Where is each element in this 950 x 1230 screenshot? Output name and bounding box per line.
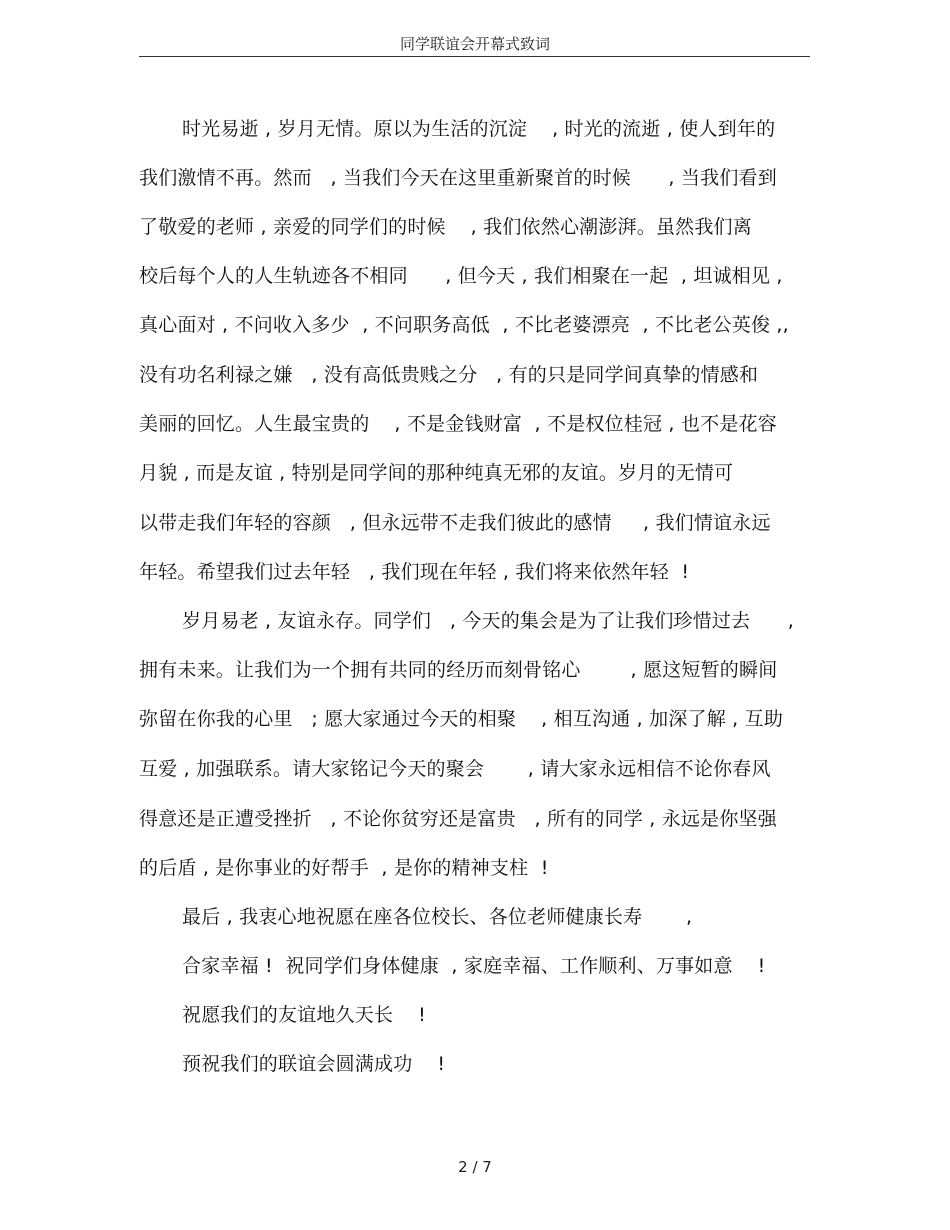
text-line-3: 了敬爱的老师 , 亲爱的同学们的时候 , 我们依然心潮澎湃。虽然我们离 bbox=[139, 216, 752, 238]
text-line-15: 得意还是正遭受挫折 , 不论你贫穷还是富贵 , 所有的同学 , 永远是你坚强 bbox=[139, 808, 777, 830]
text-line-17: 最后 , 我衷心地祝愿在座各位校长、各位老师健康长寿 , bbox=[182, 906, 693, 928]
text-line-13: 弥留在你我的心里 ; 愿大家通过今天的相聚 , 相互沟通 , 加深了解 , 互助 bbox=[139, 708, 784, 730]
text-line-7: 美丽的回忆。人生最宝贵的 , 不是金钱财富 , 不是权位桂冠 , 也不是花容 bbox=[139, 413, 777, 435]
text-line-20: 预祝我们的联谊会圆满成功 ! bbox=[182, 1053, 446, 1075]
text-line-8: 月貌 , 而是友谊 , 特别是同学间的那种纯真无邪的友谊。岁月的无情可 bbox=[139, 462, 734, 484]
text-line-18: 合家幸福 ! 祝同学们身体健康 , 家庭幸福、工作顺利、万事如意 ! bbox=[182, 955, 766, 977]
text-line-19: 祝愿我们的友谊地久天长 ! bbox=[182, 1004, 426, 1026]
text-line-6: 没有功名利禄之嫌 , 没有高低贵贱之分 , 有的只是同学间真挚的情感和 bbox=[139, 364, 759, 386]
text-line-2: 我们激情不再。然而 , 当我们今天在这里重新聚首的时候 , 当我们看到 bbox=[139, 167, 777, 189]
page-header-title: 同学联谊会开幕式致词 bbox=[399, 35, 550, 53]
text-line-4: 校后每个人的人生轨迹各不相同 , 但今天 , 我们相聚在一起 , 坦诚相见 , bbox=[139, 265, 783, 287]
text-line-5: 真心面对 , 不问收入多少 , 不问职务高低 , 不比老婆漂亮 , 不比老公英俊 ,, bbox=[139, 314, 789, 336]
header-divider bbox=[139, 56, 810, 57]
text-line-16: 的后盾 , 是你事业的好帮手 , 是你的精神支柱 ! bbox=[139, 857, 549, 879]
text-line-10: 年轻。希望我们过去年轻 , 我们现在年轻 , 我们将来依然年轻 ! bbox=[139, 561, 690, 583]
page-number: 2 / 7 bbox=[458, 1158, 492, 1176]
text-line-9: 以带走我们年轻的容颜 , 但永远带不走我们彼此的感情 , 我们情谊永远 bbox=[139, 512, 771, 534]
text-line-12: 拥有未来。让我们为一个拥有共同的经历而刻骨铭心 , 愿这短暂的瞬间 bbox=[139, 659, 778, 681]
text-line-14: 互爱 , 加强联系。请大家铭记今天的聚会 , 请大家永远相信不论你春风 bbox=[139, 758, 771, 780]
text-line-1: 时光易逝 , 岁月无情。原以为生活的沉淀 , 时光的流逝 , 使人到年的 bbox=[182, 118, 776, 140]
text-line-11: 岁月易老 , 友谊永存。同学们 , 今天的集会是为了让我们珍惜过去 , bbox=[182, 610, 794, 632]
